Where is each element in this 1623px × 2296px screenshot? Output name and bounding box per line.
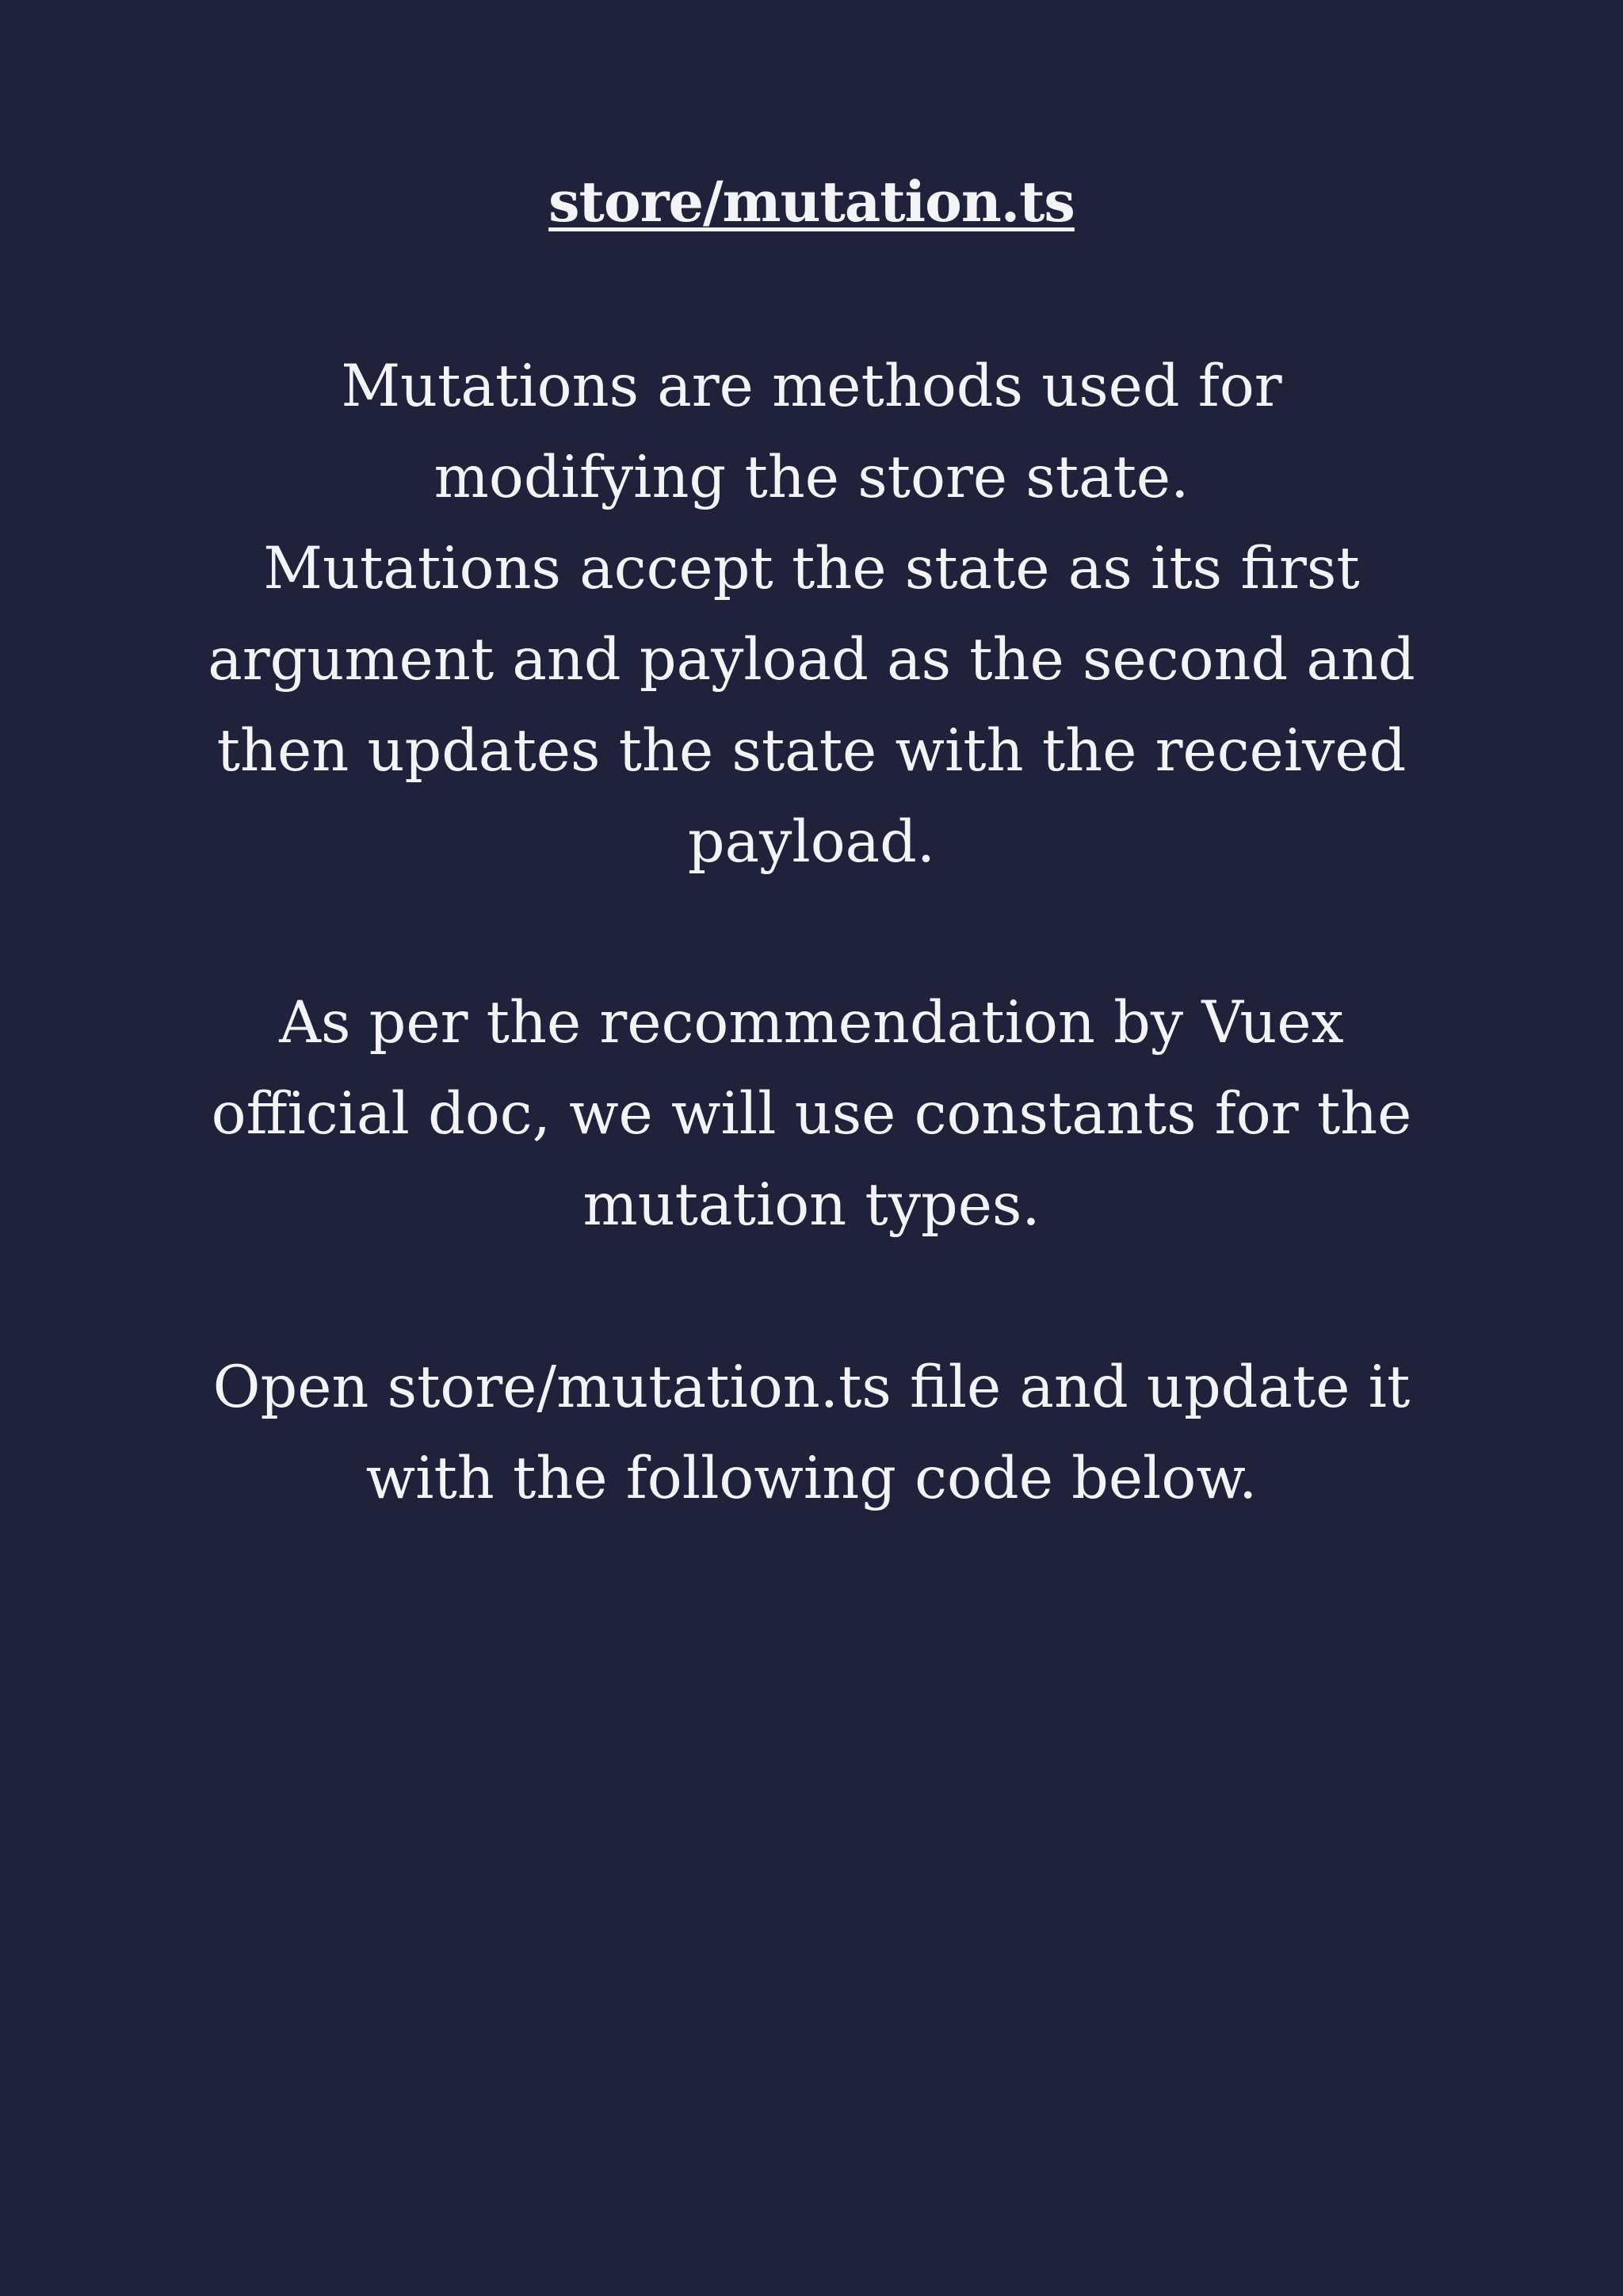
paragraph-line: with the following code below.: [365, 1445, 1258, 1512]
paragraph-line: mutation types.: [582, 1171, 1041, 1239]
paragraph-line: official doc, we will use constants for the: [211, 1080, 1412, 1148]
page-title: store/mutation.ts: [548, 169, 1075, 235]
paragraph-line: payload.: [687, 808, 936, 876]
paragraph-line: Mutations accept the state as its first: [263, 535, 1360, 602]
paragraph-mutations-intro: [190, 341, 1433, 888]
paragraph-line: argument and payload as the second and: [208, 626, 1415, 693]
paragraph-line: then updates the state with the received: [216, 717, 1407, 785]
paragraph-vuex-recommendation: [190, 977, 1433, 1251]
paragraph-open-file-instruction: [190, 1342, 1433, 1524]
paragraph-line: Mutations are methods used for: [341, 353, 1282, 420]
paragraph-line: Open store/mutation.ts file and update it: [212, 1354, 1411, 1421]
paragraph-line: modifying the store state.: [433, 444, 1190, 511]
paragraph-line: As per the recommendation by Vuex: [279, 989, 1344, 1056]
